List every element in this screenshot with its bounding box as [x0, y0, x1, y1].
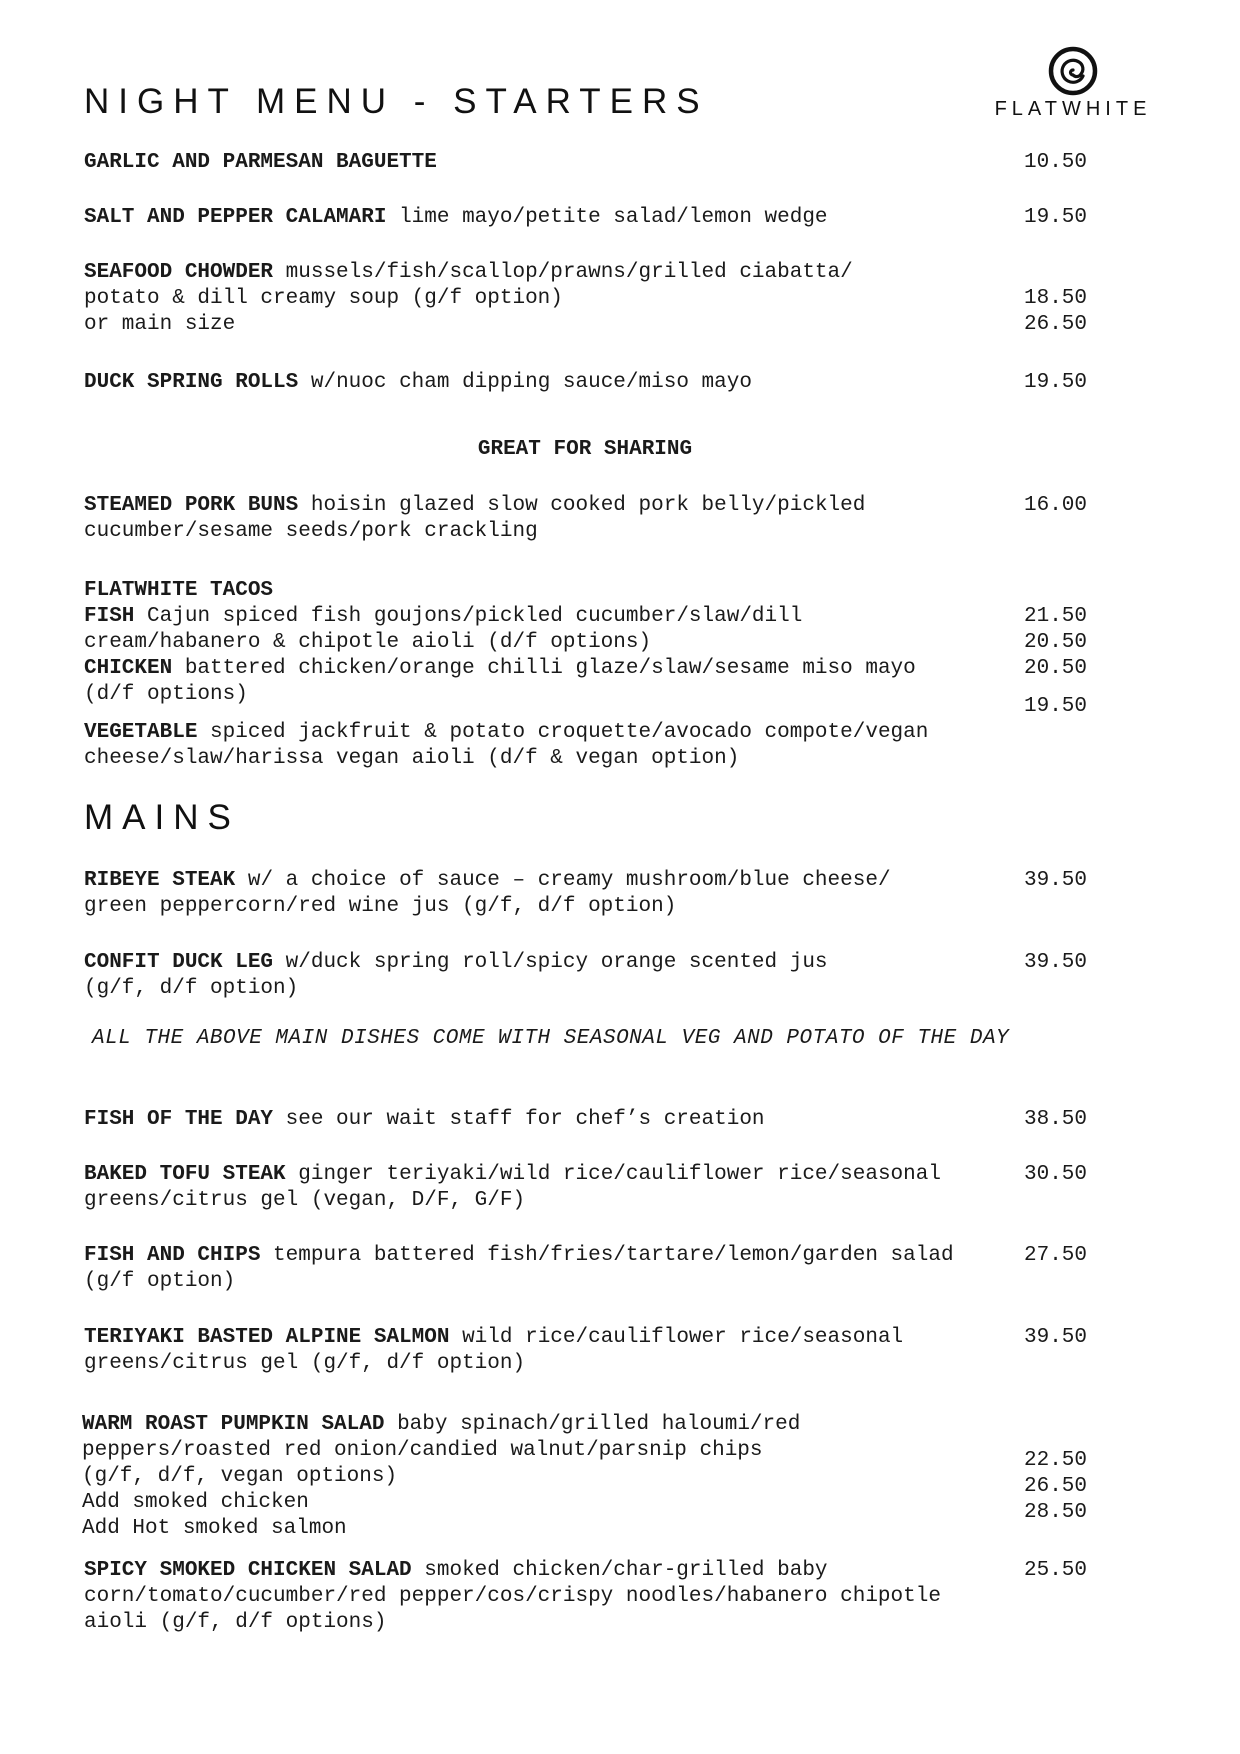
taco-vegetable-description-line-2: cheese/slaw/harissa vegan aioli (d/f & vegan option): [84, 747, 740, 770]
item-name: SEAFOOD CHOWDER: [84, 261, 274, 284]
item-name: SPICY SMOKED CHICKEN SALAD: [84, 1559, 412, 1582]
taco-price-4: 19.50: [1023, 695, 1087, 718]
item-name: DUCK SPRING ROLLS: [84, 371, 299, 394]
taco-chicken-description: battered chicken/orange chilli glaze/slaw/sesame miso mayo: [184, 657, 916, 680]
item-price: 38.50: [1023, 1108, 1087, 1131]
item-name: TERIYAKI BASTED ALPINE SALMON: [84, 1326, 450, 1349]
menu-item-alpine-salmon: [84, 1325, 1164, 1377]
item-add-hot-smoked-salmon: Add Hot smoked salmon: [82, 1517, 347, 1540]
spiral-swirl-icon: [980, 44, 1166, 98]
item-name: STEAMED PORK BUNS: [84, 494, 299, 517]
menu-item-baked-tofu-steak: [84, 1162, 1164, 1214]
mains-side-note: ALL THE ABOVE MAIN DISHES COME WITH SEASONAL VEG AND POTATO OF THE DAY: [92, 1027, 1010, 1050]
taco-chicken-description-line-2: (d/f options): [84, 683, 248, 706]
item-price: 39.50: [1023, 1326, 1087, 1349]
item-description-line-2: greens/citrus gel (g/f, d/f option): [84, 1352, 526, 1375]
tacos-title: FLATWHITE TACOS: [84, 579, 274, 602]
brand-logo: [980, 44, 1170, 124]
taco-vegetable-name: VEGETABLE: [84, 721, 198, 744]
item-description-line-2: peppers/roasted red onion/candied walnut/parsnip chips: [82, 1439, 763, 1462]
item-description-line-3: (g/f, d/f, vegan options): [82, 1465, 398, 1488]
menu-item-ribeye-steak: [84, 868, 1164, 920]
item-price-main-size: 26.50: [1023, 313, 1087, 336]
item-price: 19.50: [1023, 206, 1087, 229]
item-name: FISH AND CHIPS: [84, 1244, 261, 1267]
item-price: 27.50: [1023, 1244, 1087, 1267]
menu-item-garlic-baguette: [84, 150, 1164, 176]
item-name: FISH OF THE DAY: [84, 1108, 274, 1131]
item-name: GARLIC AND PARMESAN BAGUETTE: [84, 151, 437, 174]
item-description: lime mayo/petite salad/lemon wedge: [399, 206, 828, 229]
item-description-line-2: (g/f option): [84, 1270, 236, 1293]
item-description-line-2: greens/citrus gel (vegan, D/F, G/F): [84, 1189, 526, 1212]
item-description: hoisin glazed slow cooked pork belly/pickled: [310, 494, 866, 517]
taco-fish-name: FISH: [84, 605, 135, 628]
item-description: baby spinach/grilled haloumi/red: [397, 1413, 801, 1436]
item-price: 10.50: [1023, 151, 1087, 174]
menu-item-seafood-chowder: [84, 260, 1164, 338]
item-price-add-chicken: 26.50: [1023, 1475, 1087, 1498]
item-description-line-2: potato & dill creamy soup (g/f option): [84, 287, 563, 310]
item-description-line-2: green peppercorn/red wine jus (g/f, d/f option): [84, 895, 677, 918]
item-price: 22.50: [1023, 1449, 1087, 1472]
item-description: w/ a choice of sauce – creamy mushroom/blue cheese/: [247, 869, 891, 892]
menu-item-pumpkin-salad: [82, 1412, 1162, 1542]
menu-item-tacos: [84, 578, 1164, 772]
item-description: w/nuoc cham dipping sauce/miso mayo: [310, 371, 752, 394]
item-price: 39.50: [1023, 869, 1087, 892]
item-name: SALT AND PEPPER CALAMARI: [84, 206, 387, 229]
item-description-line-2: corn/tomato/cucumber/red pepper/cos/crispy noodles/habanero chipotle: [84, 1585, 941, 1608]
item-description: mussels/fish/scallop/prawns/grilled ciabatta/: [285, 261, 853, 284]
item-name: WARM ROAST PUMPKIN SALAD: [82, 1413, 385, 1436]
item-description: wild rice/cauliflower rice/seasonal: [462, 1326, 904, 1349]
taco-price-1: 21.50: [1023, 605, 1087, 628]
taco-vegetable-description: spiced jackfruit & potato croquette/avocado compote/vegan: [210, 721, 929, 744]
item-price: 18.50: [1023, 287, 1087, 310]
item-name: RIBEYE STEAK: [84, 869, 236, 892]
taco-chicken-name: CHICKEN: [84, 657, 173, 680]
menu-item-fish-of-the-day: [84, 1107, 1164, 1133]
menu-item-confit-duck-leg: [84, 950, 1164, 1002]
item-description-line-3: or main size: [84, 313, 236, 336]
menu-item-spicy-chicken-salad: [84, 1558, 1164, 1636]
starters-title: NIGHT MENU - STARTERS: [84, 82, 709, 121]
taco-fish-description: Cajun spiced fish goujons/pickled cucumber/slaw/dill: [147, 605, 803, 628]
item-name: BAKED TOFU STEAK: [84, 1163, 286, 1186]
item-price: 25.50: [1023, 1559, 1087, 1582]
brand-name: FLATWHITE: [994, 98, 1152, 120]
taco-fish-description-line-2: cream/habanero & chipotle aioli (d/f options): [84, 631, 652, 654]
item-price: 39.50: [1023, 951, 1087, 974]
mains-title: MAINS: [84, 798, 240, 837]
taco-price-3: 20.50: [1023, 657, 1087, 680]
item-price: 30.50: [1023, 1163, 1087, 1186]
menu-item-duck-spring-rolls: [84, 370, 1164, 396]
item-description-line-2: cucumber/sesame seeds/pork crackling: [84, 520, 538, 543]
item-add-smoked-chicken: Add smoked chicken: [82, 1491, 309, 1514]
item-description-line-2: (g/f, d/f option): [84, 977, 299, 1000]
menu-item-pork-buns: [84, 493, 1164, 545]
item-description: tempura battered fish/fries/tartare/lemon/garden salad: [273, 1244, 954, 1267]
item-description-line-3: aioli (g/f, d/f options): [84, 1611, 387, 1634]
item-price-add-salmon: 28.50: [1023, 1501, 1087, 1524]
item-description: ginger teriyaki/wild rice/cauliflower rice/seasonal: [298, 1163, 941, 1186]
taco-price-2: 20.50: [1023, 631, 1087, 654]
item-name: CONFIT DUCK LEG: [84, 951, 274, 974]
sharing-heading: GREAT FOR SHARING: [477, 438, 693, 461]
item-description: smoked chicken/char-grilled baby: [424, 1559, 828, 1582]
item-price: 19.50: [1023, 371, 1087, 394]
menu-item-calamari: [84, 205, 1164, 231]
item-price: 16.00: [1023, 494, 1087, 517]
menu-item-fish-and-chips: [84, 1243, 1164, 1295]
item-description: see our wait staff for chef’s creation: [285, 1108, 765, 1131]
item-description: w/duck spring roll/spicy orange scented jus: [285, 951, 828, 974]
